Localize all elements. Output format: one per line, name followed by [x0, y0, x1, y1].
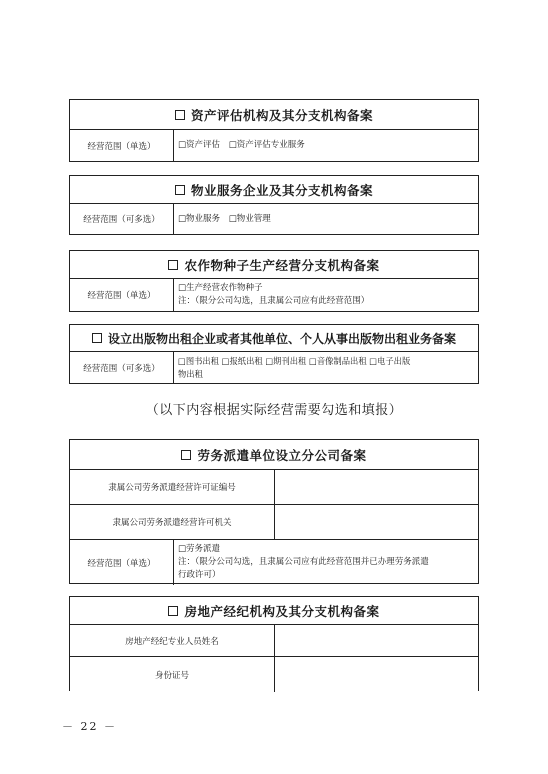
business-scope-label: 经营范围（可多选） — [70, 352, 174, 383]
checkbox-icon[interactable] — [175, 185, 185, 195]
agent-name-field[interactable] — [275, 625, 478, 656]
business-scope-options — [174, 204, 478, 234]
fill-in-notice: （以下内容根据实际经营需要勾选和填报） — [145, 403, 403, 418]
checkbox-icon[interactable] — [175, 110, 185, 120]
labor-dispatch-title: 劳务派遣单位设立分公司备案 — [70, 440, 478, 470]
checkbox-icon[interactable] — [92, 333, 102, 343]
option-asset-appraisal[interactable]: □资产评估 — [178, 140, 221, 150]
option-asset-appraisal-service[interactable]: □资产评估专业服务 — [228, 140, 305, 150]
checkbox-icon[interactable] — [168, 260, 178, 270]
license-number-field[interactable] — [275, 470, 478, 504]
id-number-label: 身份证号 — [70, 657, 275, 692]
option-property-service[interactable]: □物业服务 — [178, 213, 221, 224]
publication-rental-table — [69, 324, 479, 384]
real-estate-agency-title: 房地产经纪机构及其分支机构备案 — [70, 597, 478, 625]
license-authority-field[interactable] — [275, 505, 478, 539]
publication-options-line1[interactable]: □图书出租 □报纸出租 □期刊出租 □音像制品出租 □电子出版 — [178, 355, 411, 366]
agent-name-label: 房地产经纪专业人员姓名 — [70, 625, 275, 656]
scope-note: 注：（限分公司勾选，且隶属公司应有此经营范围） — [178, 296, 370, 306]
business-scope-label: 经营范围（单选） — [70, 540, 174, 585]
business-scope-options — [174, 279, 478, 311]
page-number: － 22 － — [62, 720, 117, 733]
asset-appraisal-title: 资产评估机构及其分支机构备案 — [70, 100, 478, 130]
business-scope-label: 经营范围（可多选） — [70, 204, 174, 234]
id-number-field[interactable] — [275, 657, 478, 692]
business-scope-options — [174, 130, 478, 161]
crop-seed-table — [69, 250, 479, 312]
publication-rental-title: 设立出版物出租企业或者其他单位、个人从事出版物出租业务备案 — [70, 325, 478, 352]
checkbox-icon[interactable] — [181, 450, 191, 460]
real-estate-agency-table — [69, 596, 479, 691]
crop-seed-title: 农作物种子生产经营分支机构备案 — [70, 251, 478, 279]
labor-dispatch-table — [69, 439, 479, 584]
scope-note-line2: 行政许可） — [178, 570, 221, 580]
scope-note-line1: 注：（限分公司勾选，且隶属公司应有此经营范围并已办理劳务派遣 — [178, 557, 429, 567]
property-service-title: 物业服务企业及其分支机构备案 — [70, 176, 478, 204]
publication-options-line2: 物出租 — [178, 368, 203, 379]
option-labor-dispatch[interactable]: □劳务派遣 — [178, 544, 221, 554]
checkbox-icon[interactable] — [168, 606, 178, 616]
business-scope-options — [174, 540, 478, 585]
option-crop-seed[interactable]: □生产经营农作物种子 — [178, 283, 263, 293]
option-property-management[interactable]: □物业管理 — [228, 213, 271, 224]
business-scope-label: 经营范围（单选） — [70, 130, 174, 161]
property-service-table — [69, 175, 479, 235]
license-authority-label: 隶属公司劳务派遣经营许可机关 — [70, 505, 275, 539]
license-number-label: 隶属公司劳务派遣经营许可证编号 — [70, 470, 275, 504]
business-scope-options — [174, 352, 478, 383]
business-scope-label: 经营范围（单选） — [70, 279, 174, 311]
asset-appraisal-table — [69, 99, 479, 162]
